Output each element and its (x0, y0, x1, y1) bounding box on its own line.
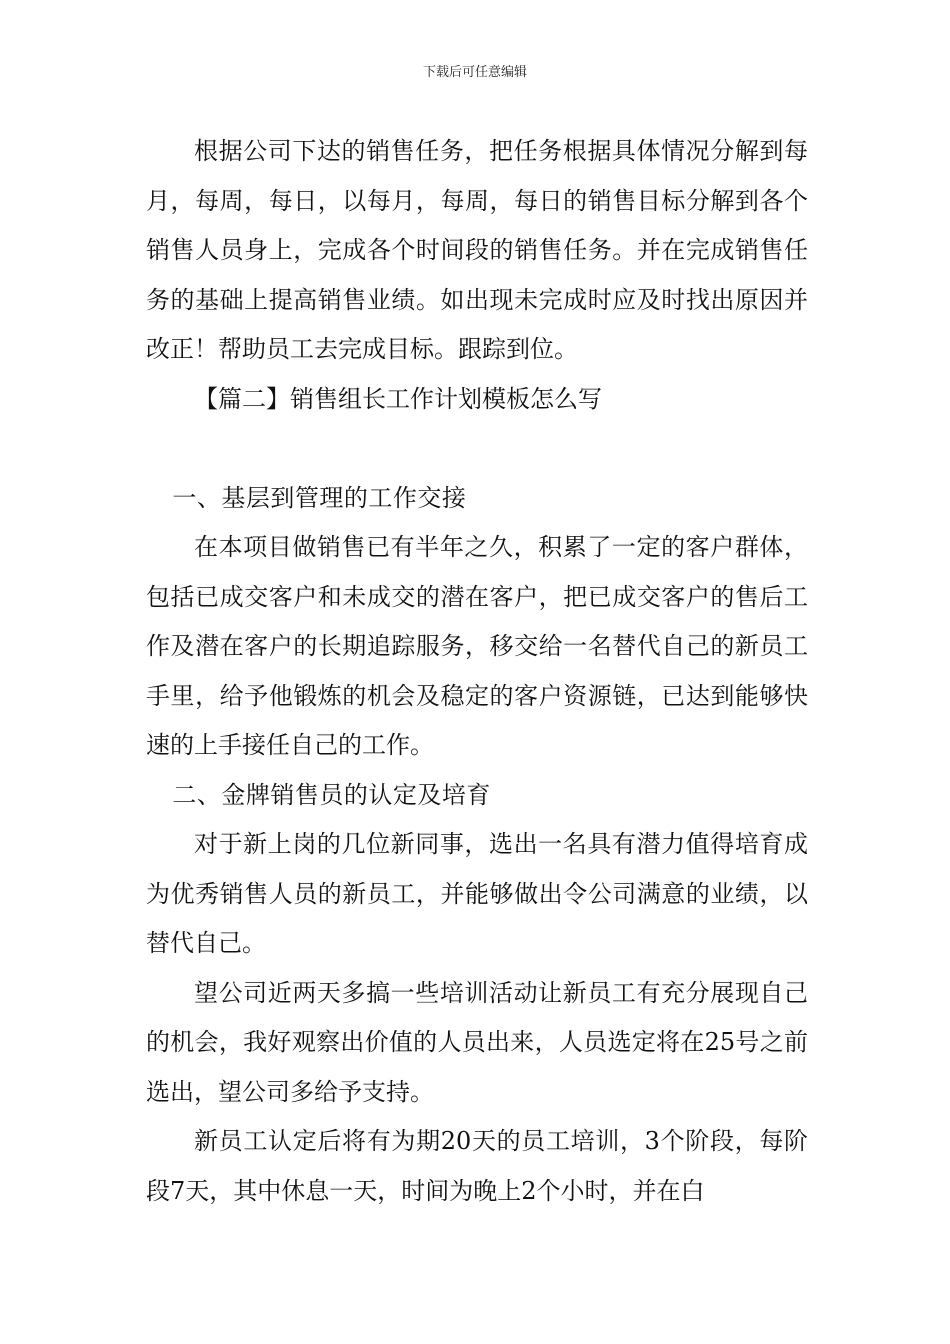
paragraph-sales-task: 根据公司下达的销售任务，把任务根据具体情况分解到每月，每周，每日，以每月，每周，每日的销售目标分解到各个销售人员身上，完成各个时间段的销售任务。并在完成销售任务的基础上提高销售业绩。如出现未完成时应及时找出原因并改正！帮助员工去完成目标。跟踪到位。 (146, 137, 808, 363)
document-body (146, 127, 808, 1216)
paragraph-training-plan: 新员工认定后将有为期20天的员工培训，3个阶段，每阶段7天，其中休息一天，时间为晚上2个小时，并在白 (146, 1127, 808, 1205)
paragraph-training-request: 望公司近两天多搞一些培训活动让新员工有充分展现自己的机会，我好观察出价值的人员出来，人员选定将在25号之前选出，望公司多给予支持。 (146, 978, 808, 1106)
section-title-gold-sales: 二、金牌销售员的认定及培育 (172, 780, 491, 809)
paragraph-handover: 在本项目做销售已有半年之久，积累了一定的客户群体，包括已成交客户和未成交的潜在客户，把已成交客户的售后工作及潜在客户的长期追踪服务，移交给一名替代自己的新员工手里，给予他锻炼的机会及稳定的客户资源链，已达到能够快速的上手接任自己的工作。 (146, 533, 808, 759)
section-title-handover: 一、基层到管理的工作交接 (172, 483, 467, 512)
chapter-title: 【篇二】销售组长工作计划模板怎么写 (194, 384, 602, 413)
blank-line (146, 424, 808, 474)
page-header-note: 下载后可任意编辑 (422, 65, 527, 80)
paragraph-new-colleagues: 对于新上岗的几位新同事，选出一名具有潜力值得培育成为优秀销售人员的新员工，并能够做出令公司满意的业绩，以替代自己。 (146, 830, 808, 957)
